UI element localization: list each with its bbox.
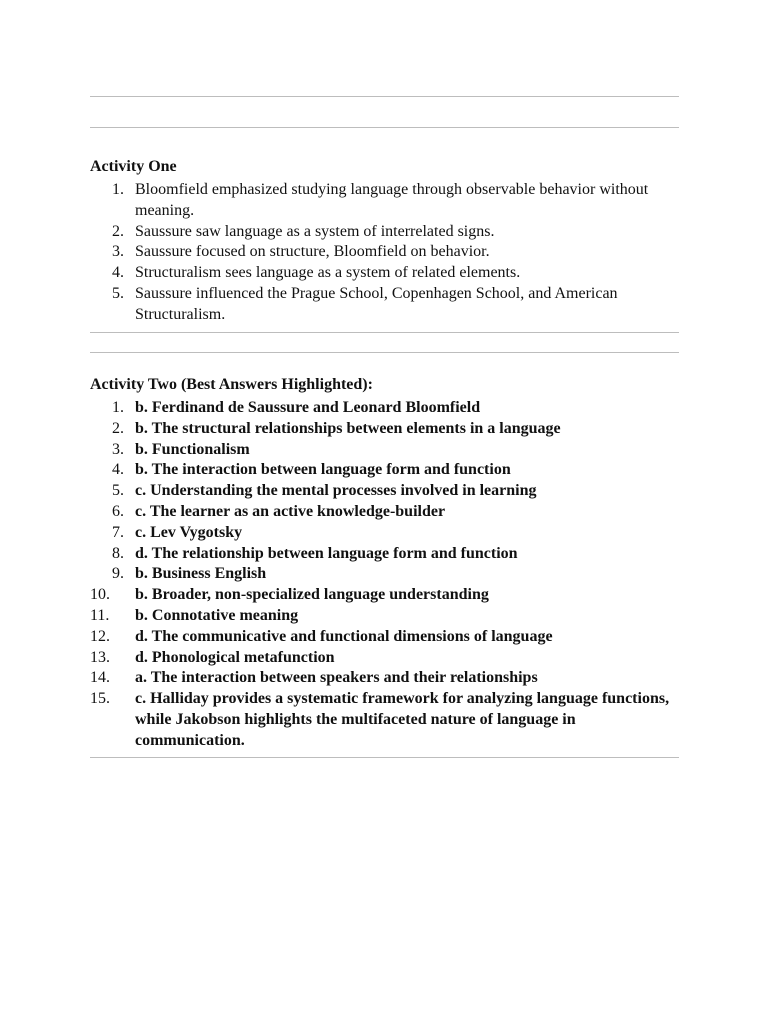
list-number: 2. xyxy=(112,222,124,240)
list-item xyxy=(90,606,679,627)
list-item-text: Structuralism sees language as a system of related elements. xyxy=(135,264,521,282)
list-item-text: Saussure influenced the Prague School, Copenhagen School, and American Structuralism. xyxy=(135,284,618,323)
list-item xyxy=(90,481,679,502)
list-number: 6. xyxy=(112,502,124,520)
list-number: 15. xyxy=(90,690,110,708)
list-item xyxy=(90,502,679,523)
activity-two-title: Activity Two (Best Answers Highlighted): xyxy=(90,376,373,393)
list-item xyxy=(90,564,679,585)
list-number: 3. xyxy=(112,243,124,261)
list-item-text: d. Phonological metafunction xyxy=(135,648,335,666)
activity-one-title: Activity One xyxy=(90,158,177,175)
horizontal-rule xyxy=(90,352,679,353)
list-item-text: Bloomfield emphasized studying language through observable behavior without meaning. xyxy=(135,181,649,219)
list-item-text: Saussure focused on structure, Bloomfield on behavior. xyxy=(135,243,490,261)
list-number: 11. xyxy=(90,606,110,624)
list-number: 3. xyxy=(112,440,124,458)
list-item xyxy=(90,180,679,222)
horizontal-rule xyxy=(90,96,679,97)
list-number: 12. xyxy=(90,627,110,645)
list-number: 1. xyxy=(112,399,124,416)
list-item-text: b. Functionalism xyxy=(135,440,250,458)
list-number: 4. xyxy=(112,461,124,479)
list-item-text: c. The learner as an active knowledge-builder xyxy=(135,502,446,520)
list-number: 1. xyxy=(112,181,124,198)
list-number: 14. xyxy=(90,669,110,687)
list-item-text: b. Connotative meaning xyxy=(135,606,299,624)
list-number: 5. xyxy=(112,284,124,302)
list-item xyxy=(90,284,679,326)
horizontal-rule xyxy=(90,332,679,333)
list-item-text: c. Halliday provides a systematic framework for analyzing language functions, while Jakobson highlights the multifaceted nature of language in communication. xyxy=(135,690,670,749)
activity-two-list xyxy=(90,398,679,752)
list-number: 10. xyxy=(90,586,110,604)
activity-one-list xyxy=(90,180,679,326)
list-item-text: Saussure saw language as a system of interrelated signs. xyxy=(135,222,495,240)
list-item xyxy=(90,419,679,440)
list-item xyxy=(90,668,679,689)
list-item xyxy=(90,544,679,565)
list-item-text: b. Ferdinand de Saussure and Leonard Bloomfield xyxy=(135,399,481,416)
horizontal-rule xyxy=(90,127,679,128)
list-number: 7. xyxy=(112,523,124,541)
list-item xyxy=(90,585,679,606)
list-item-text: d. The communicative and functional dimensions of language xyxy=(135,627,553,645)
list-number: 5. xyxy=(112,482,124,500)
list-number: 13. xyxy=(90,648,110,666)
list-item xyxy=(90,460,679,481)
list-item xyxy=(90,398,679,419)
list-item xyxy=(90,222,679,243)
list-number: 4. xyxy=(112,264,124,282)
list-item-text: c. Lev Vygotsky xyxy=(135,523,243,541)
list-number: 8. xyxy=(112,544,124,562)
list-number: 9. xyxy=(112,565,124,583)
list-item-text: b. Business English xyxy=(135,565,267,583)
list-number: 2. xyxy=(112,419,124,437)
list-item-text: b. The interaction between language form and function xyxy=(135,461,511,479)
list-item-text: a. The interaction between speakers and their relationships xyxy=(135,669,538,687)
list-item xyxy=(90,440,679,461)
list-item-text: b. The structural relationships between elements in a language xyxy=(135,419,561,437)
list-item xyxy=(90,689,679,751)
list-item xyxy=(90,242,679,263)
list-item xyxy=(90,648,679,669)
list-item xyxy=(90,627,679,648)
list-item-text: b. Broader, non-specialized language understanding xyxy=(135,586,489,604)
list-item xyxy=(90,523,679,544)
list-item xyxy=(90,263,679,284)
horizontal-rule xyxy=(90,757,679,758)
list-item-text: d. The relationship between language form and function xyxy=(135,544,518,562)
list-item-text: c. Understanding the mental processes involved in learning xyxy=(135,482,537,500)
